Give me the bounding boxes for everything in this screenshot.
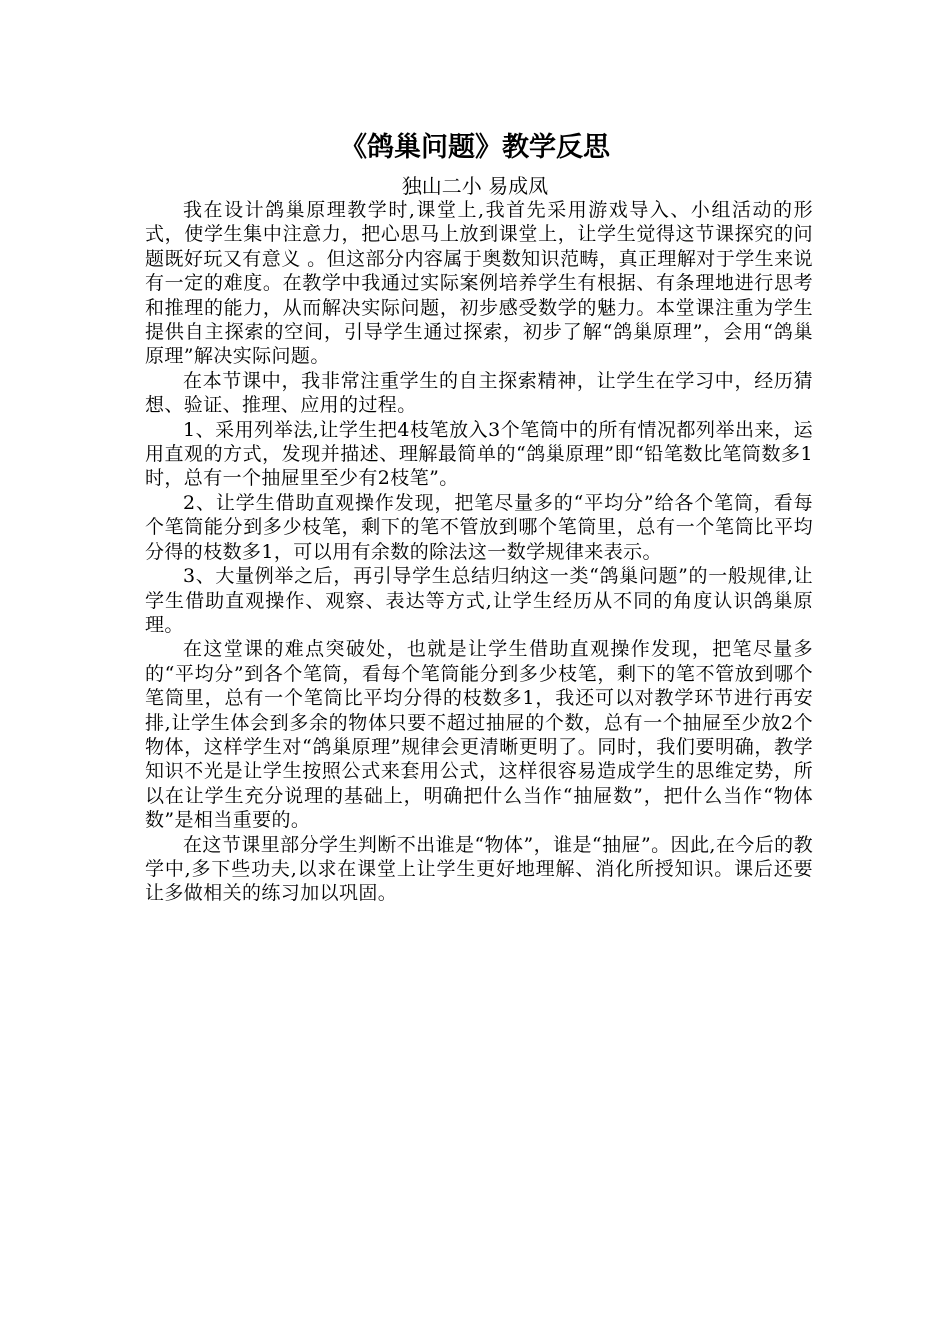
paragraph-point-3: 3、大量例举之后，再引导学生总结归纳这一类“鸽巢问题”的一般规律,让学生借助直观操作、观察、表达等方式,让学生经历从不同的角度认识鸽巢原理。 — [145, 565, 814, 636]
paragraph-conclusion: 在这节课里部分学生判断不出谁是“物体”，谁是“抽屉”。因此,在今后的教学中,多下些功夫,以求在课堂上让学生更好地理解、消化所授知识。课后还要让多做相关的练习加以巩固。 — [145, 833, 813, 905]
paragraph-intro: 我在设计鸽巢原理教学时,课堂上,我首先采用游戏导入、小组活动的形式，使学生集中注意力，把心思马上放到课堂上，让学生觉得这节课探究的问题既好玩又有意义 。但这部分内容属于奥数知识范畴，真正理解对于学生来说有一定的难度。在教学中我通过实际案例培养学生有根据、有条理地进行思考和推理的能力，从而解决实际问题，初步感受数学的魅力。本堂课注重为学生提供自主探索的空间，引导学生通过探索，初步了解“鸽巢原理”，会用“鸽巢原理”解决实际问题。 — [145, 199, 813, 368]
paragraph-difficulty: 在这堂课的难点突破处，也就是让学生借助直观操作发现，把笔尽量多的“平均分”到各个笔筒，看每个笔筒能分到多少枝笔，剩下的笔不管放到哪个笔筒里，总有一个笔筒比平均分得的枝数多1，我还可以对教学环节进行再安排,让学生体会到多余的物体只要不超过抽屉的个数，总有一个抽屉至少放2个物体，这样学生对“鸽巢原理”规律会更清晰更明了。同时，我们要明确，教学知识不光是让学生按照公式来套用公式，这样很容易造成学生的思维定势，所以在让学生充分说理的基础上，明确把什么当作“抽屉数”，把什么当作“物体数”是相当重要的。 — [145, 638, 813, 832]
document-title: 《鸽巢问题》教学反思 — [340, 132, 610, 163]
document-author: 独山二小 易成凤 — [401, 174, 549, 198]
paragraph-focus: 在本节课中，我非常注重学生的自主探索精神，让学生在学习中，经历猜想、验证、推理、应用的过程。 — [145, 369, 813, 417]
document-body — [145, 198, 813, 906]
paragraph-point-2: 2、让学生借助直观操作发现，把笔尽量多的“平均分”给各个笔筒，看每个笔筒能分到多少枝笔，剩下的笔不管放到哪个笔筒里，总有一个笔筒比平均分得的枝数多1，可以用有余数的除法这一数学规律来表示。 — [145, 491, 813, 563]
paragraph-point-1: 1、采用列举法,让学生把4枝笔放入3个笔筒中的所有情况都列举出来，运用直观的方式，发现并描述、理解最简单的“鸽巢原理”即“铅笔数比笔筒数多1时，总有一个抽屉里至少有2枝笔”。 — [145, 418, 813, 490]
